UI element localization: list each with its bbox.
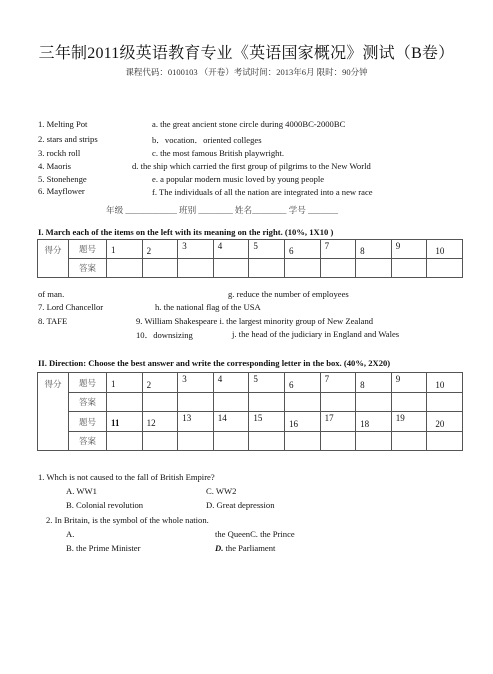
answer2-box-4[interactable]	[213, 393, 249, 412]
left-item-5: 5. Stonehenge	[38, 174, 87, 184]
page-title: 三年制2011级英语教育专业《英语国家概况》测试（B卷）	[38, 45, 455, 62]
right-item-a: a. the great ancient stone circle during 4000BC-2000BC	[152, 119, 346, 129]
answer-box-4[interactable]	[213, 259, 249, 278]
q1-option-a: A. WW1	[66, 486, 97, 496]
q-num-5: 5	[249, 240, 285, 259]
q2-num-1: 1	[107, 373, 143, 393]
right-item-h: h. the national flag of the USA	[155, 302, 261, 312]
q2-option-b-c: the QueenC. the Prince	[215, 529, 295, 539]
right-item-d: d. the ship which carried the first group of pilgrims to the New World	[132, 161, 371, 171]
q-num-2: 2	[142, 240, 178, 259]
question-2: 2. In Britain, is the symbol of the whole nation.	[46, 515, 209, 525]
q2-num-3: 3	[178, 373, 214, 393]
left-item-8: 8. TAFE	[38, 316, 68, 326]
section1-heading: I. March each of the items on the left with its meaning on the right. (10%, 1X10 )	[38, 227, 334, 237]
q-label-row2: 题号	[69, 412, 107, 432]
q2-num-7: 7	[320, 373, 356, 393]
course-info: 课程代码：0100103 （开卷）考试时间：2013年6月 限时：90分钟	[125, 67, 368, 77]
right-item-e: e. a popular modern music loved by young people	[152, 174, 325, 184]
answer-box-1[interactable]	[107, 259, 143, 278]
answer-box-8[interactable]	[356, 259, 392, 278]
answer2-box-17[interactable]	[320, 432, 356, 451]
q2-num-6: 6	[284, 373, 320, 393]
answer-box-10[interactable]	[427, 259, 463, 278]
answer2-box-1[interactable]	[107, 393, 143, 412]
q2-num-9: 9	[391, 373, 427, 393]
answer2-box-8[interactable]	[356, 393, 392, 412]
answer-box-3[interactable]	[178, 259, 214, 278]
q1-option-d: D. Great depression	[206, 500, 275, 510]
q-num-3: 3	[178, 240, 214, 259]
right-item-c: c. the most famous British playwright.	[152, 148, 284, 158]
left-item-3: 3. rockh roll	[38, 148, 81, 158]
left-item-1: 1. Melting Pot	[38, 119, 88, 129]
q2-num-19: 19	[391, 412, 427, 432]
question-1: 1. Whch is not caused to the fall of British Empire?	[38, 472, 215, 482]
q2-num-17: 17	[320, 412, 356, 432]
answer2-box-13[interactable]	[178, 432, 214, 451]
q1-option-c: C. WW2	[206, 486, 237, 496]
answer2-box-12[interactable]	[142, 432, 178, 451]
a-label-row1: 答案	[69, 393, 107, 412]
answer2-box-3[interactable]	[178, 393, 214, 412]
answer2-box-6[interactable]	[284, 393, 320, 412]
q2-option-b: B. the Prime Minister	[66, 543, 141, 553]
q2-num-10: 10	[427, 373, 463, 393]
answer2-box-18[interactable]	[356, 432, 392, 451]
q2-num-4: 4	[213, 373, 249, 393]
left-item-6: 6. Mayflower	[38, 186, 85, 196]
q2-option-d: D. the Parliament	[215, 543, 276, 553]
left-item-2: 2. stars and strips	[38, 134, 98, 144]
q-num-10: 10	[427, 240, 463, 259]
continued-f-tail: of man.	[38, 289, 65, 299]
q2-num-16: 16	[284, 412, 320, 432]
q2-num-20: 20	[427, 412, 463, 432]
right-item-j: j. the head of the judiciary in England and Wales	[232, 329, 400, 339]
right-item-b: b．vocation．oriented colleges	[152, 135, 262, 145]
left-item-9-right-item-i: 9. William Shakespeare i. the largest minority group of New Zealand	[136, 316, 374, 326]
q2-num-5: 5	[249, 373, 285, 393]
answer-box-9[interactable]	[391, 259, 427, 278]
a-label: 答案	[69, 259, 107, 278]
q2-num-12: 12	[142, 412, 178, 432]
section2-answer-table	[37, 372, 463, 451]
q2-num-13: 13	[178, 412, 214, 432]
q-label: 题号	[69, 240, 107, 259]
q1-option-b: B. Colonial revolution	[66, 500, 144, 510]
q2-num-2: 2	[142, 373, 178, 393]
answer-box-2[interactable]	[142, 259, 178, 278]
score-cell-2: 得分	[38, 373, 69, 451]
left-item-4: 4. Maoris	[38, 161, 71, 171]
answer2-box-2[interactable]	[142, 393, 178, 412]
right-item-f: f. The individuals of all the nation are integrated into a new race	[152, 187, 373, 197]
student-info-line: 年级 ____________ 班别 ________ 姓名________ 学号 _______	[106, 205, 339, 215]
answer-box-7[interactable]	[320, 259, 356, 278]
q2-num-15: 15	[249, 412, 285, 432]
q-label-row1: 题号	[69, 373, 107, 393]
q2-num-11: 11	[107, 412, 143, 432]
answer2-box-5[interactable]	[249, 393, 285, 412]
answer2-box-11[interactable]	[107, 432, 143, 451]
answer2-box-15[interactable]	[249, 432, 285, 451]
q-num-7: 7	[320, 240, 356, 259]
section2-heading: II. Direction: Choose the best answer and write the corresponding letter in the box. (40%, 2X20)	[38, 358, 391, 368]
answer2-box-14[interactable]	[213, 432, 249, 451]
left-item-7: 7. Lord Chancellor	[38, 302, 104, 312]
q-num-1: 1	[107, 240, 143, 259]
answer-box-5[interactable]	[249, 259, 285, 278]
a-label-row2: 答案	[69, 432, 107, 451]
q2-option-a: A.	[66, 529, 75, 539]
q2-num-14: 14	[213, 412, 249, 432]
q2-num-8: 8	[356, 373, 392, 393]
answer-box-6[interactable]	[284, 259, 320, 278]
answer2-box-16[interactable]	[284, 432, 320, 451]
answer2-box-20[interactable]	[427, 432, 463, 451]
left-item-10: 10．downsizing	[136, 330, 193, 340]
answer2-box-10[interactable]	[427, 393, 463, 412]
q-num-6: 6	[284, 240, 320, 259]
q-num-9: 9	[391, 240, 427, 259]
q-num-8: 8	[356, 240, 392, 259]
right-item-g: g. reduce the number of employees	[228, 289, 349, 299]
answer2-box-9[interactable]	[391, 393, 427, 412]
section1-answer-table	[37, 239, 463, 278]
answer2-box-7[interactable]	[320, 393, 356, 412]
q-num-4: 4	[213, 240, 249, 259]
q2-num-18: 18	[356, 412, 392, 432]
score-cell: 得分	[38, 240, 69, 278]
answer2-box-19[interactable]	[391, 432, 427, 451]
